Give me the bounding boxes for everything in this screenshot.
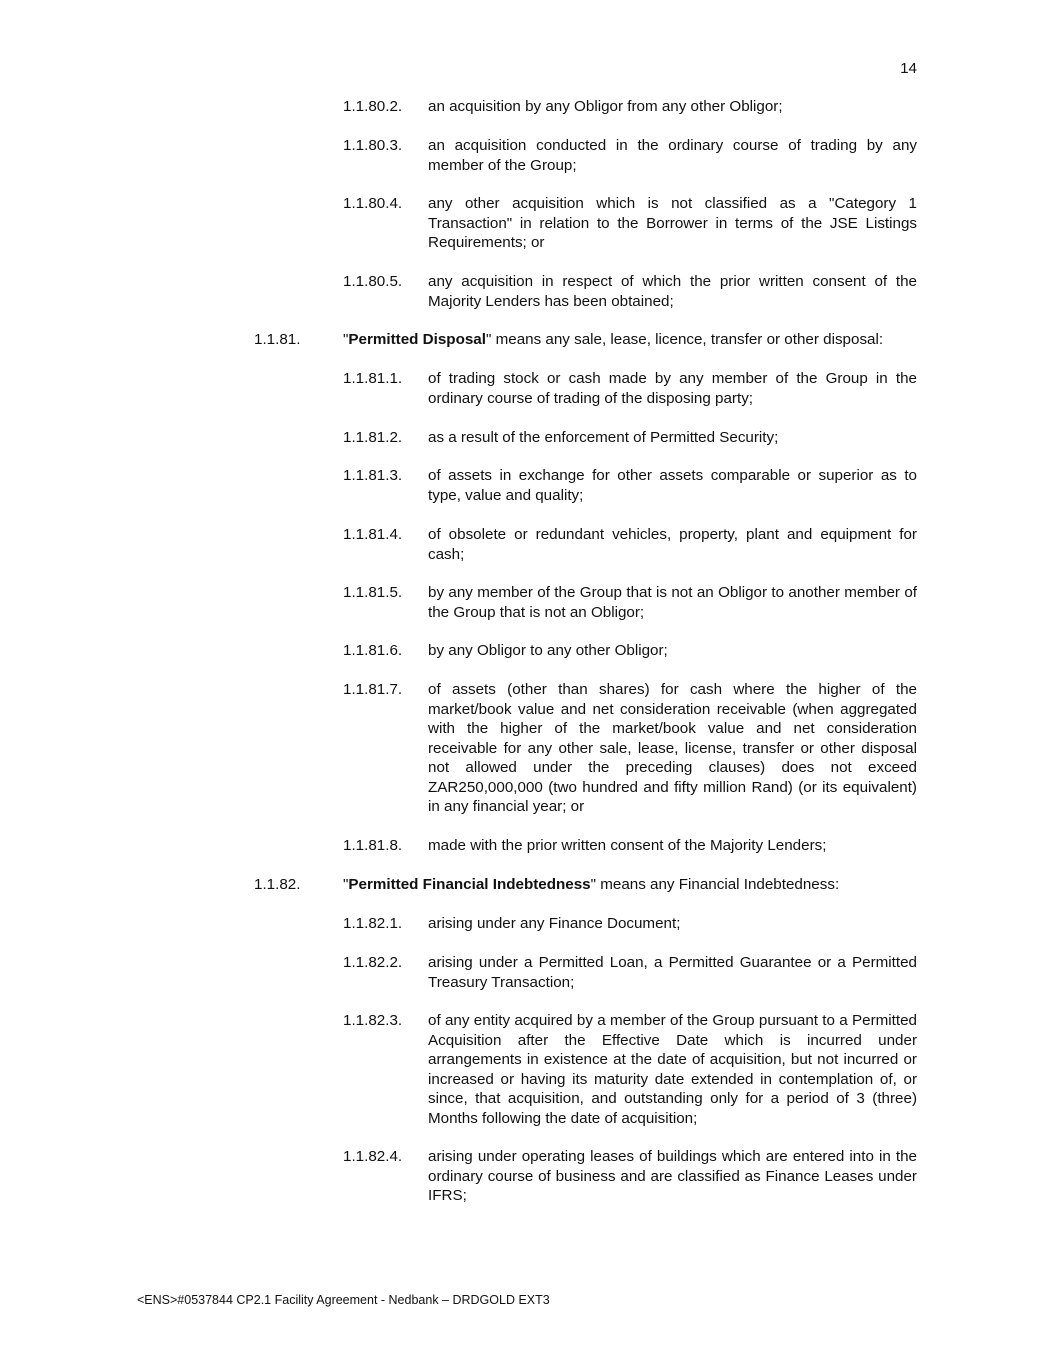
clause-text: by any member of the Group that is not an Obligor to another member of the Group that is not an Obligor; <box>428 584 917 621</box>
defined-term: Permitted Financial Indebtedness <box>348 876 591 893</box>
clause-text: an acquisition by any Obligor from any other Obligor; <box>428 98 783 115</box>
definition-body: " means any sale, lease, licence, transfer or other disposal: <box>485 331 884 348</box>
definition-text: "Permitted Disposal" means any sale, lease, licence, transfer or other disposal: <box>343 331 884 348</box>
clause-text: by any Obligor to any other Obligor; <box>428 642 668 659</box>
definition-body: " means any Financial Indebtedness: <box>590 876 840 893</box>
definition-number: 1.1.81. <box>254 331 301 348</box>
clause-text: of trading stock or cash made by any member of the Group in the ordinary course of trading of the disposing party; <box>428 370 917 407</box>
clause-number: 1.1.81.2. <box>343 429 403 446</box>
clause-text: of obsolete or redundant vehicles, property, plant and equipment for cash; <box>428 526 917 563</box>
clause-number: 1.1.81.7. <box>343 681 403 698</box>
clause-text: of assets (other than shares) for cash where the higher of the market/book value and net consideration receivable (when aggregated with the higher of the market/book value and net consideration receivable for any other sale, lease, license, transfer or other disposal not allowed under the preceding clauses) does not exceed ZAR250,000,000 (two hundred and fifty million Rand) (or its equivalent) in any financial year; or <box>428 681 917 815</box>
clause-number: 1.1.81.4. <box>343 526 403 543</box>
clause-number: 1.1.82.3. <box>343 1012 403 1029</box>
clause-number: 1.1.80.5. <box>343 273 403 290</box>
document-footer: <ENS>#0537844 CP2.1 Facility Agreement - Nedbank – DRDGOLD EXT3 <box>137 1293 550 1307</box>
clause-number: 1.1.80.4. <box>343 195 403 212</box>
clause-number: 1.1.81.1. <box>343 370 403 387</box>
clause-text: any acquisition in respect of which the prior written consent of the Majority Lenders has been obtained; <box>428 273 917 310</box>
clause-number: 1.1.81.8. <box>343 837 403 854</box>
clause-number: 1.1.80.3. <box>343 137 403 154</box>
clause-text: of any entity acquired by a member of the Group pursuant to a Permitted Acquisition after the Effective Date which is incurred under arrangements in existence at the date of acquisition, but not incurred or increased or having its maturity date extended in contemplation of, or since, that acquisition, and outstanding only for a period of 3 (three) Months following the date of acquisition; <box>428 1012 917 1127</box>
clause-number: 1.1.81.5. <box>343 584 403 601</box>
definition-text: "Permitted Financial Indebtedness" means any Financial Indebtedness: <box>343 876 840 893</box>
clause-number: 1.1.82.4. <box>343 1148 403 1165</box>
clause-number: 1.1.80.2. <box>343 98 403 115</box>
clause-text: arising under a Permitted Loan, a Permitted Guarantee or a Permitted Treasury Transaction; <box>428 954 917 991</box>
clause-text: of assets in exchange for other assets comparable or superior as to type, value and quality; <box>428 467 917 504</box>
clause-text: any other acquisition which is not classified as a "Category 1 Transaction" in relation to the Borrower in terms of the JSE Listings Requirements; or <box>428 195 917 251</box>
clause-text: made with the prior written consent of the Majority Lenders; <box>428 837 827 854</box>
page-number: 14 <box>900 60 917 77</box>
defined-term: Permitted Disposal <box>348 331 486 348</box>
clause-text: arising under any Finance Document; <box>428 915 681 932</box>
clause-number: 1.1.81.6. <box>343 642 403 659</box>
definition-number: 1.1.82. <box>254 876 301 893</box>
clause-number: 1.1.81.3. <box>343 467 403 484</box>
clause-text: as a result of the enforcement of Permitted Security; <box>428 429 779 446</box>
clause-text: an acquisition conducted in the ordinary course of trading by any member of the Group; <box>428 137 917 174</box>
clause-text: arising under operating leases of buildings which are entered into in the ordinary course of business and are classified as Finance Leases under IFRS; <box>428 1148 917 1204</box>
clause-number: 1.1.82.2. <box>343 954 403 971</box>
clause-number: 1.1.82.1. <box>343 915 403 932</box>
